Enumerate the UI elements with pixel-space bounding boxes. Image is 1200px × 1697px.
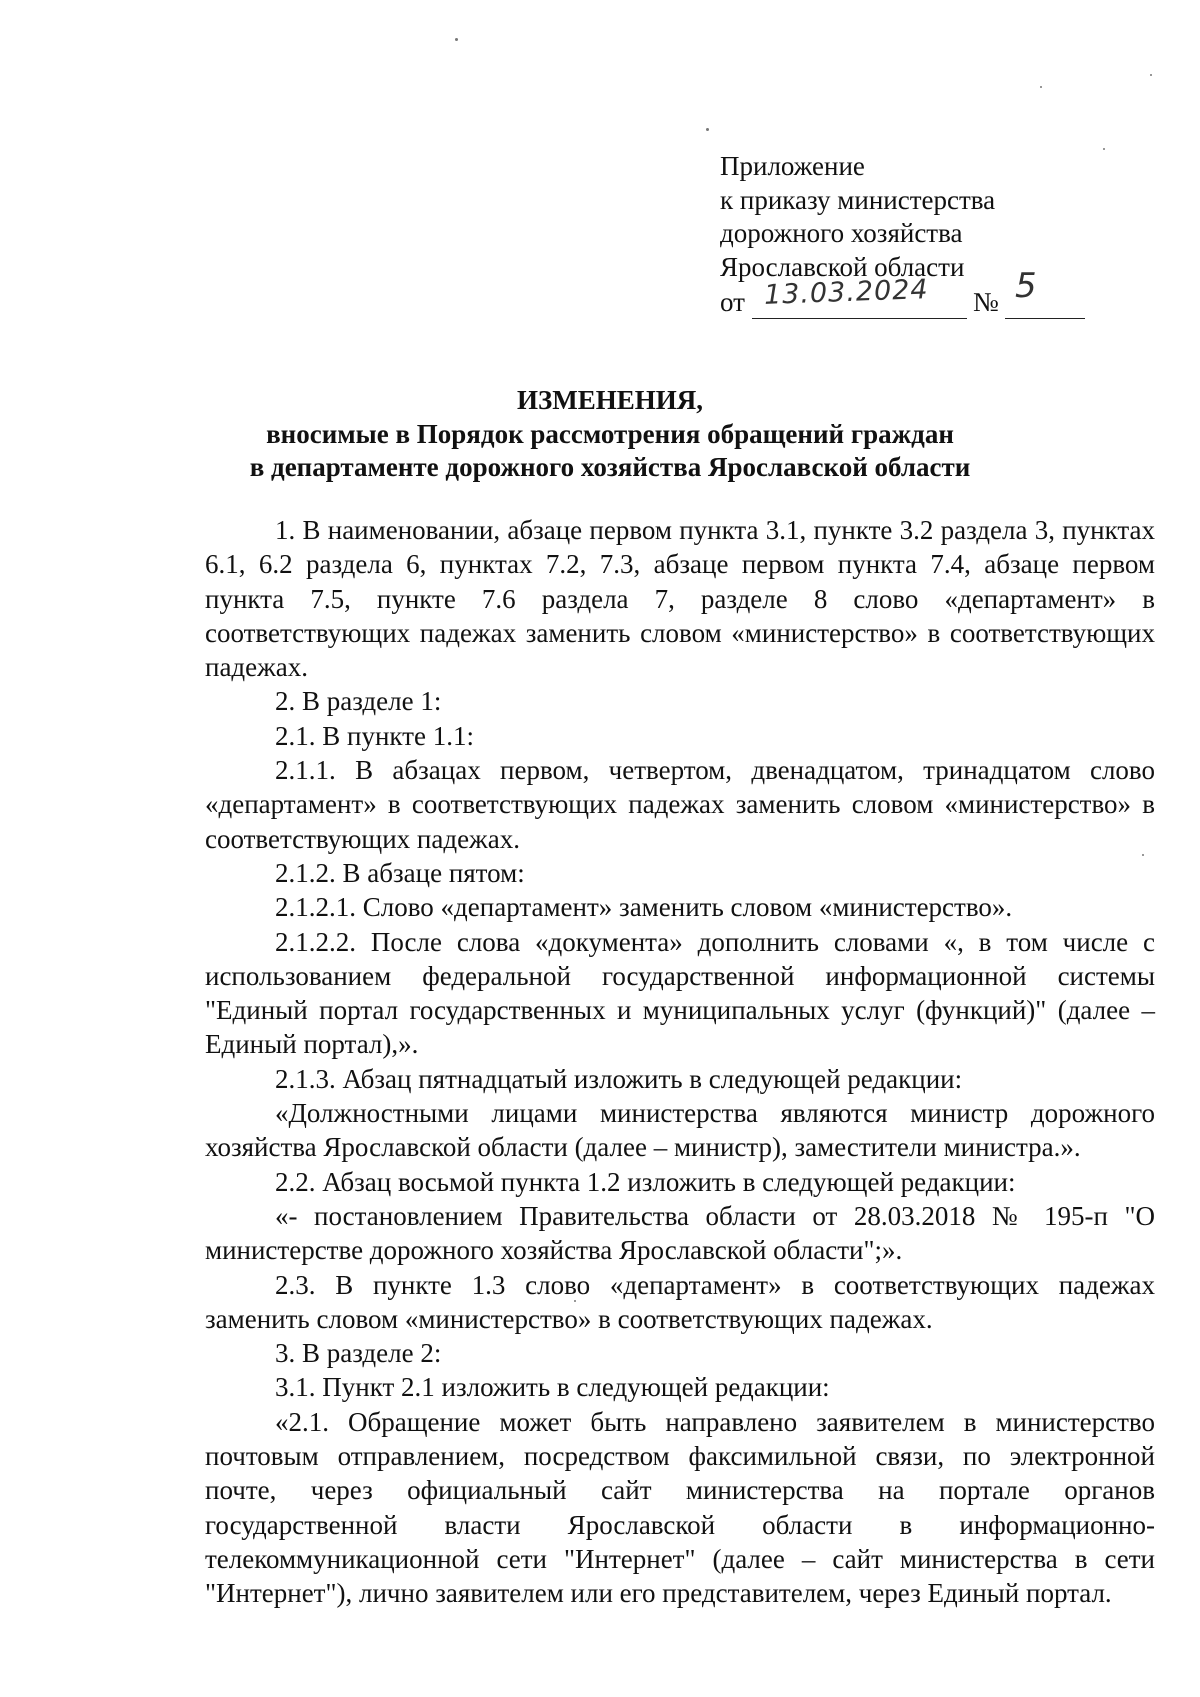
appendix-line-2: к приказу министерства — [720, 184, 996, 215]
date-field — [752, 274, 967, 319]
paragraph-2: 2. В разделе 1: — [275, 686, 442, 717]
title-subtitle-2: в департаменте дорожного хозяйства Ярославской области — [249, 452, 971, 482]
title-heading: ИЗМЕНЕНИЯ, — [516, 385, 703, 415]
appendix-line-1: Приложение — [720, 151, 865, 181]
scan-speck — [1150, 74, 1152, 76]
scan-speck — [574, 1300, 576, 1302]
document-body — [205, 513, 1155, 1611]
paragraph-6: 2.1.2.1. Слово «департамент» заменить словом «министерство». — [275, 892, 1013, 923]
handwritten-number: 5 — [1015, 266, 1038, 306]
from-label: от — [720, 287, 745, 317]
scan-speck — [455, 38, 458, 41]
appendix-line-4: Ярославской области — [720, 251, 965, 282]
paragraph-4: 2.1.1. В абзацах первом, четвертом, двенадцатом, тринадцатом слово «департамент» в соответствующих падежах заменить словом «министерство» в соответствующих падежах. — [205, 755, 1155, 854]
title-subtitle-1: вносимые в Порядок рассмотрения обращений граждан — [266, 418, 954, 449]
scan-speck — [706, 128, 709, 131]
paragraph-10: 2.2. Абзац восьмой пункта 1.2 изложить в следующей редакции: — [275, 1166, 1016, 1197]
paragraph-7: 2.1.2.2. После слова «документа» дополнить словами «, в том числе с использованием федеральной государственной информационной системы "Единый портал государственных и муниципальных услуг (функций)" (далее – Единый портал),». — [205, 926, 1155, 1060]
number-label: № — [973, 287, 999, 317]
scan-speck — [1142, 854, 1144, 856]
appendix-block — [720, 150, 1080, 318]
paragraph-9: «Должностными лицами министерства являются министр дорожного хозяйства Ярославской области (далее – министр), заместители министра.». — [205, 1098, 1155, 1163]
document-title — [150, 384, 1070, 485]
paragraph-8: 2.1.3. Абзац пятнадцатый изложить в следующей редакции: — [275, 1063, 963, 1094]
scan-speck — [1103, 148, 1105, 150]
paragraph-5: 2.1.2. В абзаце пятом: — [275, 857, 525, 888]
paragraph-3: 2.1. В пункте 1.1: — [275, 720, 474, 751]
handwritten-date: 13.03.2024 — [763, 274, 930, 311]
paragraph-1: 1. В наименовании, абзаце первом пункта 3.1, пункте 3.2 раздела 3, пунктах 6.1, 6.2 раздела 6, пунктах 7.2, 7.3, абзаце первом пункта 7.4, абзаце первом пункта 7.5, пункте 7.6 раздела 7, разделе 8 слово «департамент» в соответствующих падежах заменить словом «министерство» в соответствующих падежах. — [205, 515, 1155, 683]
paragraph-11: «- постановлением Правительства области от 28.03.2018 № 195-п "О министерстве дорожного хозяйства Ярославской области";». — [205, 1200, 1155, 1266]
appendix-line-3: дорожного хозяйства — [720, 218, 963, 248]
paragraph-13: 3. В разделе 2: — [275, 1338, 442, 1369]
paragraph-12: 2.3. В пункте 1.3 слово «департамент» в соответствующих падежах заменить словом «министерство» в соответствующих падежах. — [205, 1269, 1155, 1334]
scan-speck — [1040, 86, 1042, 88]
paragraph-14: 3.1. Пункт 2.1 изложить в следующей редакции: — [275, 1372, 830, 1403]
number-field — [1005, 266, 1085, 319]
paragraph-15: «2.1. Обращение может быть направлено заявителем в министерство почтовым отправлением, посредством факсимильной связи, по электронной почте, через официальный сайт министерства на портале органов государственной власти Ярославской области в информационно-телекоммуникационной сети "Интернет" (далее – сайт министерства в сети "Интернет"), лично заявителем или его представителем, через Единый портал. — [205, 1406, 1155, 1609]
